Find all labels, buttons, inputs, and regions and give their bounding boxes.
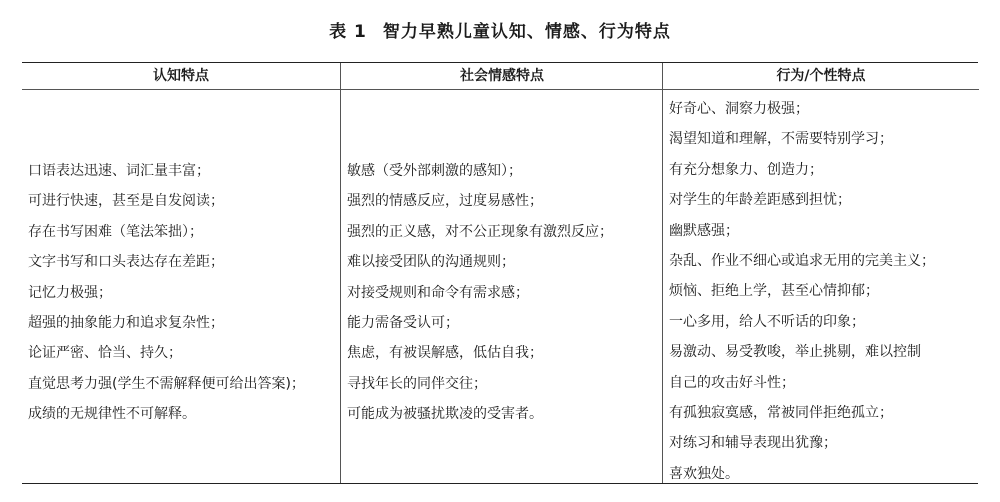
table-caption	[0, 20, 1000, 44]
list-item: 强烈的情感反应，过度易感性；	[347, 193, 543, 210]
list-item: 直觉思考力强(学生不需解释便可给出答案)；	[28, 375, 305, 392]
list-item: 强烈的正义感，对不公正现象有激烈反应；	[347, 223, 613, 240]
list-item: 对学生的年龄差距感到担忧；	[669, 192, 851, 209]
list-item: 幽默感强；	[669, 222, 739, 239]
list-item: 敏感（受外部刺激的感知）；	[347, 163, 522, 179]
list-item: 焦虑，有被误解感，低估自我；	[347, 345, 543, 362]
list-item: 自己的攻击好斗性；	[669, 374, 795, 391]
list-item: 记忆力极强；	[28, 284, 112, 301]
cell-behavior	[663, 90, 979, 483]
list-item: 一心多用，给人不听话的印象；	[669, 313, 865, 330]
list-item: 论证严密、恰当、持久；	[28, 345, 182, 362]
list-item: 烦恼、拒绝上学，甚至心情抑郁；	[669, 283, 879, 300]
list-item: 喜欢独处。	[669, 465, 739, 482]
column-behavior	[662, 63, 979, 483]
column-header-cognitive: 认知特点	[22, 63, 340, 90]
column-header-social-emotional: 社会情感特点	[341, 63, 663, 90]
list-item: 超强的抽象能力和追求复杂性；	[28, 314, 224, 331]
list-item: 难以接受团队的沟通规则；	[347, 254, 515, 271]
table-title: 智力早熟儿童认知、情感、行为特点	[382, 22, 671, 42]
column-social-emotional	[340, 63, 663, 483]
cell-social-emotional	[341, 90, 663, 483]
traits-table	[22, 62, 978, 484]
list-item: 可进行快速，甚至是自发阅读；	[28, 193, 224, 210]
list-item: 杂乱、作业不细心或追求无用的完美主义；	[669, 252, 935, 269]
list-item: 文字书写和口头表达存在差距；	[28, 254, 224, 271]
list-item: 能力需备受认可；	[347, 314, 459, 331]
column-header-behavior: 行为/个性特点	[663, 63, 979, 90]
list-item: 寻找年长的同伴交往；	[347, 375, 487, 392]
column-cognitive	[22, 63, 340, 483]
cell-cognitive	[22, 90, 340, 483]
list-item: 有充分想象力、创造力；	[669, 161, 823, 178]
list-item: 成绩的无规律性不可解释。	[28, 406, 196, 423]
list-item: 易激动、易受教唆，举止挑剔，难以控制	[669, 344, 921, 361]
list-item: 存在书写困难（笔法笨拙）；	[28, 223, 203, 240]
table-number: 表 1	[329, 22, 367, 42]
list-item: 口语表达迅速、词汇量丰富；	[28, 163, 210, 179]
list-item: 有孤独寂寞感，常被同伴拒绝孤立；	[669, 404, 893, 421]
list-item: 好奇心、洞察力极强；	[669, 101, 809, 117]
list-item: 对接受规则和命令有需求感；	[347, 284, 529, 301]
list-item: 对练习和辅导表现出犹豫；	[669, 435, 837, 452]
list-item: 渴望知道和理解，不需要特别学习；	[669, 131, 893, 148]
list-item: 可能成为被骚扰欺凌的受害者。	[347, 406, 543, 423]
